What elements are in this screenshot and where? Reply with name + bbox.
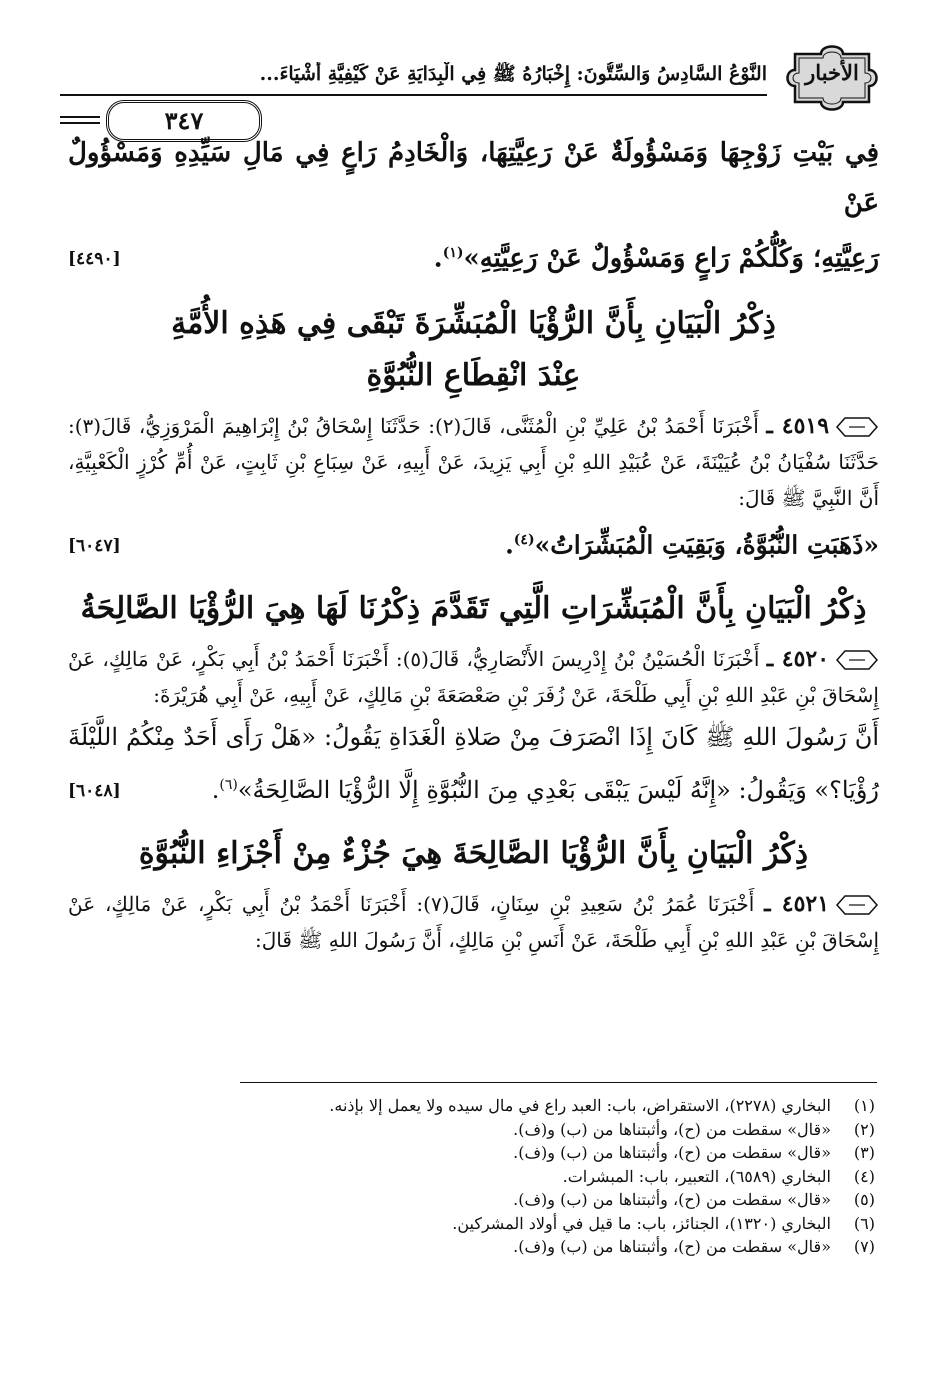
akhbar-ornament-icon: [835, 894, 879, 916]
akhbar-ornament-icon: [835, 416, 879, 438]
matn-text: «ذَهَبَتِ النُّبُوَّةُ، وَبَقِيَتِ الْمُبَشِّرَاتُ»: [534, 529, 879, 559]
page-number-rule: [60, 116, 100, 118]
section-heading: ذِكْرُ الْبَيَانِ بِأَنَّ الْمُبَشِّرَاتِ الَّتِي تَقَدَّمَ ذِكْرُنَا لَهَا هِيَ الرُّؤْيَا الصَّالِحَةُ: [80, 590, 867, 626]
section-heading: ذِكْرُ الْبَيَانِ بِأَنَّ الرُّؤْيَا الصَّالِحَةَ هِيَ جُزْءٌ مِنْ أَجْزَاءِ النُّبُوَّةِ: [138, 835, 809, 871]
hadith-matn: «ذَهَبَتِ النُّبُوَّةُ، وَبَقِيَتِ الْمُبَشِّرَاتُ»$^{(٤)}$. [٦٠٤٧]: [68, 516, 879, 569]
hadith-text: أَخْبَرَنَا أَحْمَدُ بْنُ عَلِيِّ بْنِ الْمُثَنَّى، قَالَ(٢): حَدَّثَنَا إِسْحَاقُ بْنُ إِبْرَاهِيمَ الْمَرْوَزِيُّ، قَالَ(٣): حَدَّثَنَا سُفْيَانُ بْنُ عُيَيْنَةَ، عَنْ عُبَيْدِ اللهِ بْنِ أَبِي يَزِيدَ، عَنْ أَبِيهِ، عَنْ سِبَاعِ بْنِ ثَابِتٍ، عَنْ أُمِّ كُرْزٍ الْكَعْبِيَّةِ، أَنَّ النَّبِيَّ ﷺ قَالَ:: [68, 413, 879, 510]
page-header: [60, 28, 887, 135]
footnote-marker: (١): [442, 245, 464, 261]
hadith-number: ٤٥٢٠ ـ: [766, 645, 830, 672]
footnote-number: (٣): [853, 1143, 875, 1162]
footnote-number: (٧): [853, 1237, 875, 1256]
page-number-rule: [60, 122, 100, 124]
header-rule: [60, 94, 767, 96]
footnote-text: «قال» سقطت من (ح)، وأثبتناها من (ب) و(ف).: [513, 1119, 831, 1139]
footnote: [120, 1188, 875, 1212]
akhbar-ornament-icon: [835, 649, 879, 671]
heading-line: عِنْدَ انْقِطَاعِ النُّبُوَّةِ: [366, 357, 581, 393]
footnote-marker: (٤): [513, 531, 535, 548]
footnote-text: البخاري (٢٢٧٨)، الاستقراض، باب: العبد راع في مال سيده ولا يعمل إلا بإذنه.: [329, 1096, 831, 1115]
footnote-number: (٢): [853, 1119, 875, 1139]
paragraph-text: رَعِيَّتِهِ؛ وَكُلُّكُمْ رَاعٍ وَمَسْؤُولٌ عَنْ رَعِيَّتِهِ»: [463, 243, 879, 274]
hadith-number: ٤٥١٩ ـ: [766, 412, 830, 439]
paragraph: رَعِيَّتِهِ؛ وَكُلُّكُمْ رَاعٍ وَمَسْؤُولٌ عَنْ رَعِيَّتِهِ»$^{(١)}$. [٤٤٩٠]: [68, 228, 879, 284]
hadith-number: ٤٥٢١ ـ: [764, 890, 830, 917]
badge-label: الأخبار: [805, 60, 859, 85]
footnote: [120, 1212, 875, 1236]
footnote-text: «قال» سقطت من (ح)، وأثبتناها من (ب) و(ف).: [513, 1190, 831, 1209]
footnote-text: البخاري (١٣٢٠)، الجنائز، باب: ما قيل في أولاد المشركين.: [452, 1213, 831, 1233]
hadith-text: أَخْبَرَنَا عُمَرُ بْنُ سَعِيدِ بْنِ سِنَانٍ، قَالَ(٧): أَخْبَرَنَا أَحْمَدُ بْنُ أَبِي بَكْرٍ، عَنْ مَالِكٍ، عَنْ إِسْحَاقَ بْنِ عَبْدِ اللهِ بْنِ أَبِي طَلْحَةَ، عَنْ أَنَسِ بْنِ مَالِكٍ، أَنَّ رَسُولَ اللهِ ﷺ قَالَ:: [68, 891, 879, 952]
hadith-matn: أَنَّ رَسُولَ اللهِ ﷺ كَانَ إِذَا انْصَرَفَ مِنْ صَلاةِ الْغَدَاةِ يَقُولُ: «هَلْ رَأَى أَحَدٌ مِنْكُمُ اللَّيْلَةَ رُؤْيَا؟» وَيَقُولُ: «إِنَّهُ لَيْسَ يَبْقَى بَعْدِي مِنَ النُّبُوَّةِ إِلَّا الرُّؤْيَا الصَّالِحَةُ»$^{(٦)}$. [٦٠٤٨]: [68, 713, 879, 814]
hadith-isnad: [68, 408, 879, 516]
footnote-number: (٤): [853, 1166, 875, 1186]
page-body: [68, 128, 879, 958]
footnote: [120, 1141, 875, 1165]
footnote-number: (٥): [853, 1190, 875, 1209]
hadith-reference: [٤٤٩٠]: [68, 249, 121, 269]
hadith-reference: [٦٠٤٧]: [68, 535, 121, 556]
footnotes: [120, 1094, 875, 1259]
footnote: [120, 1165, 875, 1189]
hadith-reference: [٦٠٤٨]: [68, 780, 121, 801]
footnote: [120, 1235, 875, 1259]
footnote: [120, 1118, 875, 1142]
hadith-isnad: [68, 641, 879, 713]
footnote-number: (٦): [853, 1213, 875, 1233]
running-title: النَّوْعُ السَّادِسُ وَالسِّتُّونَ: إِخْبَارُهُ ﷺ فِي الْبِدَايَةِ عَنْ كَيْفِيَّةِ أَشْيَاءَ...: [259, 63, 767, 85]
footnote-rule: [240, 1082, 877, 1083]
footnote-text: «قال» سقطت من (ح)، وأثبتناها من (ب) و(ف).: [513, 1237, 831, 1256]
footnote: [120, 1094, 875, 1118]
hadith-text: أَخْبَرَنَا الْحُسَيْنُ بْنُ إِدْرِيسَ الأَنْصَارِيُّ، قَالَ(٥): أَخْبَرَنَا أَحْمَدُ بْنُ أَبِي بَكْرٍ، عَنْ مَالِكٍ، عَنْ إِسْحَاقَ بْنِ عَبْدِ اللهِ بْنِ أَبِي طَلْحَةَ، عَنْ زُفَرَ بْنِ صَعْصَعَةَ بْنِ مَالِكٍ، عَنْ أَبِيهِ، عَنْ أَبِي هُرَيْرَةَ:: [68, 646, 879, 707]
page-number: ٣٤٧: [106, 100, 262, 142]
section-badge: [777, 40, 887, 114]
section-heading: [68, 298, 879, 402]
footnote-number: (١): [853, 1096, 875, 1115]
footnote-text: «قال» سقطت من (ح)، وأثبتناها من (ب) و(ف).: [513, 1143, 831, 1162]
paragraph: فِي بَيْتِ زَوْجِهَا وَمَسْؤُولَةٌ عَنْ رَعِيَّتِهَا، وَالْخَادِمُ رَاعٍ فِي مَالِ سَيِّدِهِ وَمَسْؤُولٌ عَنْ: [68, 138, 879, 218]
heading-line: ذِكْرُ الْبَيَانِ بِأَنَّ الرُّؤْيَا الْمُبَشِّرَةَ تَبْقَى فِي هَذِهِ الأُمَّةِ: [171, 305, 776, 341]
hadith-isnad: [68, 886, 879, 958]
footnote-text: البخاري (٦٥٨٩)، التعبير، باب: المبشرات.: [562, 1166, 831, 1186]
footnote-marker: (٦): [219, 776, 238, 793]
matn-text: أَنَّ رَسُولَ اللهِ ﷺ كَانَ إِذَا انْصَرَفَ مِنْ صَلاةِ الْغَدَاةِ يَقُولُ: «هَلْ رَأَى أَحَدٌ مِنْكُمُ اللَّيْلَةَ رُؤْيَا؟» وَيَقُولُ: «إِنَّهُ لَيْسَ يَبْقَى بَعْدِي مِنَ النُّبُوَّةِ إِلَّا الرُّؤْيَا الصَّالِحَةُ»: [68, 722, 879, 804]
